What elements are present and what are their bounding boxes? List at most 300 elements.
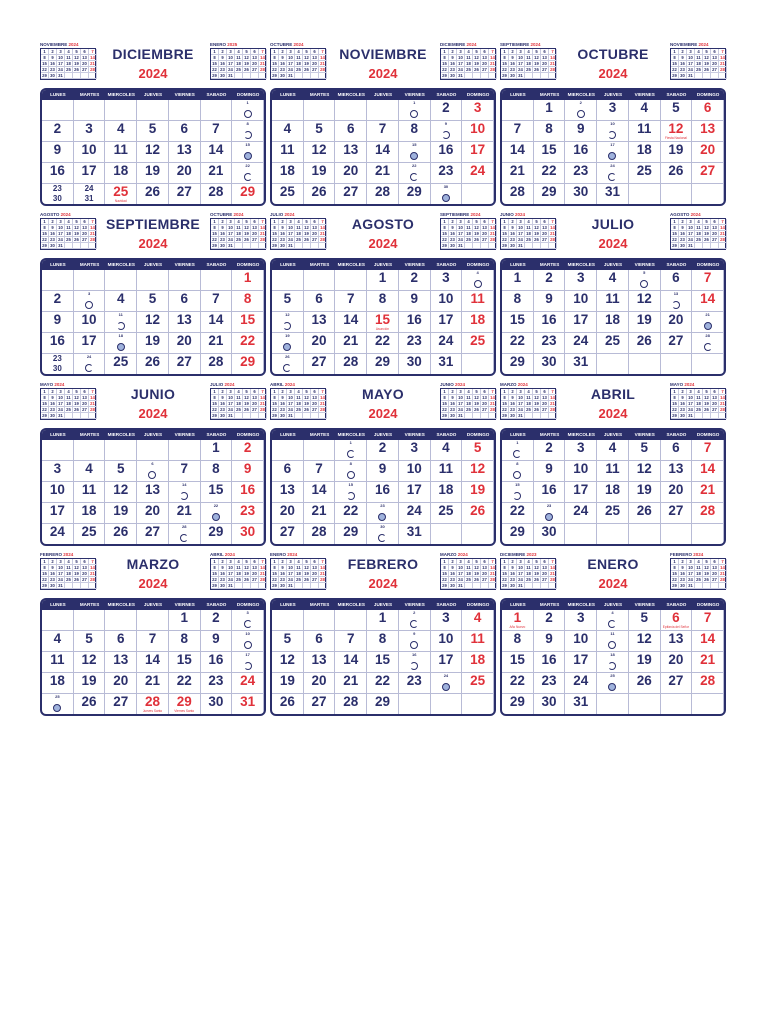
day-cell[interactable] (105, 652, 137, 673)
day-cell[interactable] (502, 631, 534, 652)
day-cell[interactable] (629, 354, 661, 375)
day-cell[interactable] (399, 440, 431, 461)
day-cell[interactable] (232, 312, 264, 333)
day-cell[interactable] (692, 673, 724, 694)
day-cell[interactable] (462, 631, 494, 652)
day-cell[interactable] (137, 163, 169, 184)
day-cell[interactable] (42, 652, 74, 673)
day-cell[interactable] (42, 524, 74, 545)
day-cell[interactable] (462, 652, 494, 673)
day-cell[interactable] (169, 270, 201, 291)
day-cell[interactable] (565, 100, 597, 121)
day-cell[interactable] (502, 610, 534, 631)
day-cell[interactable] (137, 312, 169, 333)
day-cell[interactable] (661, 142, 693, 163)
day-cell[interactable] (105, 184, 137, 205)
day-cell[interactable] (565, 163, 597, 184)
day-cell[interactable] (335, 333, 367, 354)
day-cell[interactable] (42, 631, 74, 652)
day-cell[interactable] (661, 673, 693, 694)
day-cell[interactable] (462, 270, 494, 291)
day-cell[interactable] (462, 673, 494, 694)
day-cell[interactable] (597, 461, 629, 482)
day-cell[interactable] (272, 610, 304, 631)
day-cell[interactable] (367, 503, 399, 524)
day-cell[interactable] (629, 652, 661, 673)
day-cell[interactable] (565, 312, 597, 333)
day-cell[interactable] (661, 100, 693, 121)
day-cell[interactable] (105, 333, 137, 354)
day-cell[interactable] (502, 673, 534, 694)
day-cell[interactable] (304, 100, 336, 121)
day-cell[interactable] (462, 524, 494, 545)
day-cell[interactable] (462, 291, 494, 312)
day-cell[interactable] (399, 184, 431, 205)
day-cell[interactable] (462, 312, 494, 333)
day-cell[interactable] (399, 694, 431, 715)
day-cell[interactable] (304, 333, 336, 354)
day-cell[interactable] (74, 694, 106, 715)
day-cell[interactable] (74, 100, 106, 121)
day-cell[interactable] (597, 503, 629, 524)
day-cell[interactable] (105, 121, 137, 142)
day-cell[interactable] (565, 184, 597, 205)
day-cell[interactable] (502, 440, 534, 461)
day-cell[interactable] (105, 524, 137, 545)
day-cell[interactable] (629, 312, 661, 333)
day-cell[interactable] (232, 503, 264, 524)
day-cell[interactable] (335, 482, 367, 503)
day-cell[interactable] (201, 694, 233, 715)
day-cell[interactable] (661, 163, 693, 184)
day-cell[interactable] (105, 354, 137, 375)
day-cell[interactable] (232, 673, 264, 694)
day-cell[interactable] (399, 461, 431, 482)
day-cell[interactable] (462, 121, 494, 142)
day-cell[interactable] (462, 333, 494, 354)
day-cell[interactable] (304, 503, 336, 524)
day-cell[interactable] (304, 184, 336, 205)
day-cell[interactable] (304, 673, 336, 694)
day-cell[interactable] (399, 270, 431, 291)
day-cell[interactable] (502, 461, 534, 482)
day-cell[interactable] (169, 333, 201, 354)
day-cell[interactable] (692, 312, 724, 333)
day-cell[interactable] (169, 482, 201, 503)
day-cell[interactable] (534, 524, 566, 545)
day-cell[interactable] (367, 631, 399, 652)
day-cell[interactable] (42, 163, 74, 184)
day-cell[interactable] (629, 142, 661, 163)
day-cell[interactable] (42, 673, 74, 694)
day-cell[interactable] (304, 312, 336, 333)
day-cell[interactable] (431, 482, 463, 503)
day-cell[interactable] (304, 163, 336, 184)
day-cell[interactable] (629, 694, 661, 715)
day-cell[interactable] (335, 440, 367, 461)
day-cell[interactable] (272, 461, 304, 482)
day-cell[interactable] (169, 652, 201, 673)
day-cell[interactable] (169, 100, 201, 121)
day-cell[interactable] (367, 163, 399, 184)
day-cell[interactable] (42, 694, 74, 715)
day-cell[interactable] (534, 354, 566, 375)
day-cell[interactable] (431, 142, 463, 163)
day-cell[interactable] (502, 291, 534, 312)
day-cell[interactable] (74, 121, 106, 142)
day-cell[interactable] (232, 440, 264, 461)
day-cell[interactable] (629, 184, 661, 205)
day-cell[interactable] (74, 440, 106, 461)
day-cell[interactable] (137, 524, 169, 545)
day-cell[interactable] (335, 524, 367, 545)
day-cell[interactable] (534, 652, 566, 673)
day-cell[interactable] (462, 163, 494, 184)
day-cell[interactable] (42, 440, 74, 461)
day-cell[interactable] (399, 142, 431, 163)
day-cell[interactable] (42, 503, 74, 524)
day-cell[interactable] (661, 694, 693, 715)
day-cell[interactable] (565, 291, 597, 312)
day-cell[interactable] (169, 694, 201, 715)
day-cell[interactable] (232, 270, 264, 291)
day-cell[interactable] (534, 610, 566, 631)
day-cell[interactable] (399, 610, 431, 631)
day-cell[interactable] (431, 503, 463, 524)
day-cell[interactable] (74, 461, 106, 482)
day-cell[interactable] (232, 652, 264, 673)
day-cell[interactable] (462, 461, 494, 482)
day-cell[interactable] (137, 673, 169, 694)
day-cell[interactable] (335, 461, 367, 482)
day-cell[interactable] (42, 291, 74, 312)
day-cell[interactable] (565, 121, 597, 142)
day-cell[interactable] (692, 524, 724, 545)
day-cell[interactable] (399, 100, 431, 121)
day-cell[interactable] (367, 673, 399, 694)
day-cell[interactable] (462, 100, 494, 121)
day-cell[interactable] (597, 440, 629, 461)
day-cell[interactable] (74, 163, 106, 184)
day-cell[interactable] (335, 354, 367, 375)
day-cell[interactable] (399, 333, 431, 354)
day-cell[interactable] (232, 121, 264, 142)
day-cell[interactable] (534, 631, 566, 652)
day-cell[interactable] (629, 482, 661, 503)
day-cell[interactable] (399, 482, 431, 503)
day-cell[interactable] (367, 440, 399, 461)
day-cell[interactable] (42, 312, 74, 333)
day-cell[interactable] (169, 524, 201, 545)
day-cell[interactable] (502, 482, 534, 503)
day-cell[interactable] (399, 312, 431, 333)
day-cell[interactable] (431, 354, 463, 375)
day-cell[interactable] (201, 673, 233, 694)
day-cell[interactable] (74, 354, 106, 375)
day-cell[interactable] (367, 291, 399, 312)
day-cell[interactable] (692, 142, 724, 163)
day-cell[interactable] (232, 184, 264, 205)
day-cell[interactable] (74, 482, 106, 503)
day-cell[interactable] (661, 354, 693, 375)
day-cell[interactable] (335, 312, 367, 333)
day-cell[interactable] (534, 440, 566, 461)
day-cell[interactable] (692, 631, 724, 652)
day-cell[interactable] (105, 291, 137, 312)
day-cell[interactable] (431, 440, 463, 461)
day-cell[interactable] (502, 312, 534, 333)
day-cell[interactable] (201, 312, 233, 333)
day-cell[interactable] (42, 354, 74, 375)
day-cell[interactable] (272, 440, 304, 461)
day-cell[interactable] (661, 482, 693, 503)
day-cell[interactable] (431, 333, 463, 354)
day-cell[interactable] (692, 482, 724, 503)
day-cell[interactable] (367, 610, 399, 631)
day-cell[interactable] (105, 440, 137, 461)
day-cell[interactable] (502, 100, 534, 121)
day-cell[interactable] (629, 503, 661, 524)
day-cell[interactable] (272, 503, 304, 524)
day-cell[interactable] (431, 163, 463, 184)
day-cell[interactable] (431, 673, 463, 694)
day-cell[interactable] (137, 333, 169, 354)
day-cell[interactable] (534, 270, 566, 291)
day-cell[interactable] (232, 482, 264, 503)
day-cell[interactable] (692, 694, 724, 715)
day-cell[interactable] (105, 673, 137, 694)
day-cell[interactable] (629, 631, 661, 652)
day-cell[interactable] (534, 100, 566, 121)
day-cell[interactable] (367, 482, 399, 503)
day-cell[interactable] (502, 503, 534, 524)
day-cell[interactable] (565, 354, 597, 375)
day-cell[interactable] (367, 184, 399, 205)
day-cell[interactable] (335, 184, 367, 205)
day-cell[interactable] (201, 333, 233, 354)
day-cell[interactable] (565, 142, 597, 163)
day-cell[interactable] (304, 270, 336, 291)
day-cell[interactable] (462, 142, 494, 163)
day-cell[interactable] (169, 121, 201, 142)
day-cell[interactable] (692, 461, 724, 482)
day-cell[interactable] (431, 312, 463, 333)
day-cell[interactable] (692, 652, 724, 673)
day-cell[interactable] (74, 610, 106, 631)
day-cell[interactable] (335, 673, 367, 694)
day-cell[interactable] (201, 270, 233, 291)
day-cell[interactable] (335, 652, 367, 673)
day-cell[interactable] (565, 482, 597, 503)
day-cell[interactable] (42, 100, 74, 121)
day-cell[interactable] (304, 482, 336, 503)
day-cell[interactable] (534, 503, 566, 524)
day-cell[interactable] (399, 503, 431, 524)
day-cell[interactable] (201, 142, 233, 163)
day-cell[interactable] (597, 163, 629, 184)
day-cell[interactable] (105, 142, 137, 163)
day-cell[interactable] (597, 100, 629, 121)
day-cell[interactable] (169, 142, 201, 163)
day-cell[interactable] (431, 121, 463, 142)
day-cell[interactable] (431, 100, 463, 121)
day-cell[interactable] (232, 610, 264, 631)
day-cell[interactable] (367, 142, 399, 163)
day-cell[interactable] (502, 163, 534, 184)
day-cell[interactable] (232, 524, 264, 545)
day-cell[interactable] (431, 524, 463, 545)
day-cell[interactable] (462, 440, 494, 461)
day-cell[interactable] (137, 482, 169, 503)
day-cell[interactable] (502, 121, 534, 142)
day-cell[interactable] (502, 142, 534, 163)
day-cell[interactable] (335, 270, 367, 291)
day-cell[interactable] (597, 291, 629, 312)
day-cell[interactable] (272, 291, 304, 312)
day-cell[interactable] (534, 694, 566, 715)
day-cell[interactable] (692, 610, 724, 631)
day-cell[interactable] (565, 503, 597, 524)
day-cell[interactable] (367, 121, 399, 142)
day-cell[interactable] (137, 291, 169, 312)
day-cell[interactable] (399, 673, 431, 694)
day-cell[interactable] (692, 270, 724, 291)
day-cell[interactable] (661, 610, 693, 631)
day-cell[interactable] (304, 142, 336, 163)
day-cell[interactable] (462, 482, 494, 503)
day-cell[interactable] (272, 121, 304, 142)
day-cell[interactable] (74, 142, 106, 163)
day-cell[interactable] (42, 270, 74, 291)
day-cell[interactable] (201, 524, 233, 545)
day-cell[interactable] (367, 524, 399, 545)
day-cell[interactable] (597, 610, 629, 631)
day-cell[interactable] (272, 482, 304, 503)
day-cell[interactable] (597, 333, 629, 354)
day-cell[interactable] (272, 270, 304, 291)
day-cell[interactable] (272, 694, 304, 715)
day-cell[interactable] (692, 100, 724, 121)
day-cell[interactable] (661, 184, 693, 205)
day-cell[interactable] (399, 652, 431, 673)
day-cell[interactable] (304, 610, 336, 631)
day-cell[interactable] (137, 610, 169, 631)
day-cell[interactable] (367, 694, 399, 715)
day-cell[interactable] (565, 652, 597, 673)
day-cell[interactable] (431, 270, 463, 291)
day-cell[interactable] (304, 354, 336, 375)
day-cell[interactable] (272, 333, 304, 354)
day-cell[interactable] (502, 333, 534, 354)
day-cell[interactable] (597, 524, 629, 545)
day-cell[interactable] (42, 184, 74, 205)
day-cell[interactable] (534, 163, 566, 184)
day-cell[interactable] (565, 694, 597, 715)
day-cell[interactable] (232, 142, 264, 163)
day-cell[interactable] (431, 631, 463, 652)
day-cell[interactable] (431, 461, 463, 482)
day-cell[interactable] (304, 291, 336, 312)
day-cell[interactable] (272, 100, 304, 121)
day-cell[interactable] (692, 503, 724, 524)
day-cell[interactable] (629, 121, 661, 142)
day-cell[interactable] (534, 482, 566, 503)
day-cell[interactable] (462, 184, 494, 205)
day-cell[interactable] (272, 631, 304, 652)
day-cell[interactable] (74, 673, 106, 694)
day-cell[interactable] (629, 270, 661, 291)
day-cell[interactable] (201, 291, 233, 312)
day-cell[interactable] (232, 163, 264, 184)
day-cell[interactable] (629, 440, 661, 461)
day-cell[interactable] (692, 333, 724, 354)
day-cell[interactable] (565, 440, 597, 461)
day-cell[interactable] (272, 142, 304, 163)
day-cell[interactable] (335, 121, 367, 142)
day-cell[interactable] (692, 291, 724, 312)
day-cell[interactable] (232, 631, 264, 652)
day-cell[interactable] (105, 631, 137, 652)
day-cell[interactable] (169, 312, 201, 333)
day-cell[interactable] (431, 652, 463, 673)
day-cell[interactable] (692, 354, 724, 375)
day-cell[interactable] (399, 631, 431, 652)
day-cell[interactable] (565, 270, 597, 291)
day-cell[interactable] (399, 121, 431, 142)
day-cell[interactable] (565, 461, 597, 482)
day-cell[interactable] (629, 524, 661, 545)
day-cell[interactable] (597, 184, 629, 205)
day-cell[interactable] (201, 163, 233, 184)
day-cell[interactable] (169, 184, 201, 205)
day-cell[interactable] (502, 270, 534, 291)
day-cell[interactable] (42, 482, 74, 503)
day-cell[interactable] (502, 652, 534, 673)
day-cell[interactable] (105, 100, 137, 121)
day-cell[interactable] (42, 142, 74, 163)
day-cell[interactable] (201, 631, 233, 652)
day-cell[interactable] (629, 333, 661, 354)
day-cell[interactable] (105, 270, 137, 291)
day-cell[interactable] (367, 333, 399, 354)
day-cell[interactable] (462, 503, 494, 524)
day-cell[interactable] (661, 121, 693, 142)
day-cell[interactable] (597, 121, 629, 142)
day-cell[interactable] (74, 503, 106, 524)
day-cell[interactable] (399, 291, 431, 312)
day-cell[interactable] (232, 354, 264, 375)
day-cell[interactable] (597, 354, 629, 375)
day-cell[interactable] (597, 270, 629, 291)
day-cell[interactable] (335, 100, 367, 121)
day-cell[interactable] (105, 503, 137, 524)
day-cell[interactable] (629, 673, 661, 694)
day-cell[interactable] (74, 270, 106, 291)
day-cell[interactable] (661, 333, 693, 354)
day-cell[interactable] (74, 291, 106, 312)
day-cell[interactable] (201, 354, 233, 375)
day-cell[interactable] (565, 610, 597, 631)
day-cell[interactable] (462, 354, 494, 375)
day-cell[interactable] (74, 631, 106, 652)
day-cell[interactable] (399, 163, 431, 184)
day-cell[interactable] (335, 631, 367, 652)
day-cell[interactable] (431, 184, 463, 205)
day-cell[interactable] (201, 121, 233, 142)
day-cell[interactable] (692, 121, 724, 142)
day-cell[interactable] (462, 694, 494, 715)
day-cell[interactable] (304, 631, 336, 652)
